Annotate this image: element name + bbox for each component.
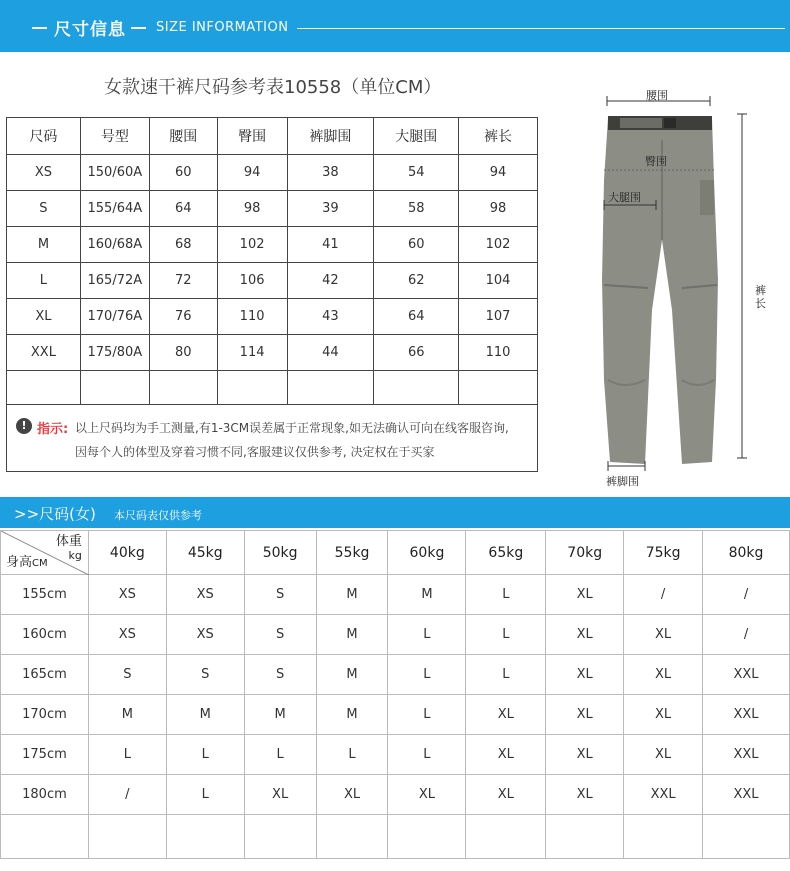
table-cell xyxy=(166,815,244,859)
table-cell: S xyxy=(7,191,81,227)
size-cell: / xyxy=(703,615,790,655)
info-icon: ! xyxy=(16,418,32,434)
size-cell: XS xyxy=(88,615,166,655)
weight-header: 65kg xyxy=(466,531,546,575)
table-cell xyxy=(1,815,89,859)
size-cell: XXL xyxy=(703,655,790,695)
table-row xyxy=(7,335,538,371)
note-line-2: 因每个人的体型及穿着习惯不同,客服建议仅供参考, 决定权在于买家 xyxy=(75,445,435,459)
size-cell: XXL xyxy=(624,775,703,815)
length-label: 裤长 xyxy=(755,284,766,310)
weight-header: 75kg xyxy=(624,531,703,575)
table-cell: 58 xyxy=(374,191,459,227)
weight-unit: kg xyxy=(68,549,82,562)
table-cell: 165/72A xyxy=(80,263,149,299)
table-cell: 76 xyxy=(149,299,217,335)
weight-header: 45kg xyxy=(166,531,244,575)
size-cell: XL xyxy=(624,735,703,775)
size-cell: L xyxy=(466,655,546,695)
size-cell: XL xyxy=(466,735,546,775)
size-cell: M xyxy=(88,695,166,735)
size-cell: M xyxy=(316,575,388,615)
recommend-title: >>尺码(女) xyxy=(14,505,96,523)
table-cell: 41 xyxy=(287,227,374,263)
table-cell xyxy=(316,815,388,859)
size-info-banner xyxy=(0,0,790,52)
size-cell: XL xyxy=(466,775,546,815)
table-row xyxy=(1,695,790,735)
table-cell: 60 xyxy=(149,155,217,191)
table-cell: 38 xyxy=(287,155,374,191)
table-cell: 160/68A xyxy=(80,227,149,263)
table-cell: 175/80A xyxy=(80,335,149,371)
size-cell: L xyxy=(166,735,244,775)
table-cell xyxy=(703,815,790,859)
table-cell: 98 xyxy=(459,191,538,227)
table-cell: 42 xyxy=(287,263,374,299)
thigh-label: 大腿围 xyxy=(608,191,641,204)
size-measurement-table xyxy=(6,117,538,405)
size-cell: XL xyxy=(546,575,624,615)
size-note xyxy=(6,405,538,472)
size-cell: XL xyxy=(624,615,703,655)
hip-label: 臀围 xyxy=(645,155,667,168)
size-cell: M xyxy=(316,655,388,695)
table-cell: 72 xyxy=(149,263,217,299)
table-cell: 54 xyxy=(374,155,459,191)
column-header: 号型 xyxy=(80,118,149,155)
size-cell: XL xyxy=(546,615,624,655)
table-cell: 102 xyxy=(459,227,538,263)
waist-label: 腰围 xyxy=(646,89,668,102)
table-cell: 94 xyxy=(217,155,287,191)
height-cell: 180cm xyxy=(1,775,89,815)
column-header: 大腿围 xyxy=(374,118,459,155)
empty-row xyxy=(1,815,790,859)
table-cell: 110 xyxy=(217,299,287,335)
table-cell xyxy=(287,371,374,405)
size-cell: L xyxy=(466,615,546,655)
table-cell: XXL xyxy=(7,335,81,371)
table-cell: 170/76A xyxy=(80,299,149,335)
weight-header: 60kg xyxy=(388,531,466,575)
size-cell: S xyxy=(166,655,244,695)
table-cell: L xyxy=(7,263,81,299)
column-header: 裤脚围 xyxy=(287,118,374,155)
table-cell: 64 xyxy=(374,299,459,335)
table-row xyxy=(1,615,790,655)
size-cell: L xyxy=(388,615,466,655)
height-cell: 155cm xyxy=(1,575,89,615)
size-cell: L xyxy=(388,695,466,735)
size-cell: M xyxy=(316,695,388,735)
size-cell: XXL xyxy=(703,695,790,735)
column-header: 尺码 xyxy=(7,118,81,155)
table-row xyxy=(1,575,790,615)
table-cell xyxy=(80,371,149,405)
size-cell: S xyxy=(244,655,316,695)
table-row xyxy=(1,735,790,775)
size-cell: XL xyxy=(624,695,703,735)
size-cell: XL xyxy=(466,695,546,735)
size-cell: XL xyxy=(546,655,624,695)
table-cell: 68 xyxy=(149,227,217,263)
column-header: 臀围 xyxy=(217,118,287,155)
height-cell: 165cm xyxy=(1,655,89,695)
table-row xyxy=(7,191,538,227)
note-label: 指示: xyxy=(37,422,69,437)
size-cell: XL xyxy=(244,775,316,815)
weight-header: 40kg xyxy=(88,531,166,575)
size-cell: XL xyxy=(624,655,703,695)
table-row xyxy=(7,299,538,335)
height-unit: CM xyxy=(32,558,48,569)
table-row xyxy=(1,655,790,695)
size-cell: L xyxy=(388,655,466,695)
table-cell xyxy=(244,815,316,859)
size-cell: S xyxy=(244,575,316,615)
table-cell: 43 xyxy=(287,299,374,335)
table-cell: XL xyxy=(7,299,81,335)
size-cell: XL xyxy=(546,735,624,775)
table-cell xyxy=(388,815,466,859)
table-cell: 60 xyxy=(374,227,459,263)
recommend-banner xyxy=(0,497,790,528)
size-cell: XL xyxy=(316,775,388,815)
table-cell: 80 xyxy=(149,335,217,371)
height-label: 身高 xyxy=(6,555,33,570)
table-cell: 107 xyxy=(459,299,538,335)
recommend-subtitle: 本尺码表仅供参考 xyxy=(114,509,202,522)
note-line-1: 以上尺码均为手工测量,有1-3CM误差属于正常现象,如无法确认可向在线客服咨询, xyxy=(75,421,509,435)
table-cell: 155/64A xyxy=(80,191,149,227)
size-cell: XXL xyxy=(703,775,790,815)
size-cell: XS xyxy=(166,615,244,655)
size-cell: XL xyxy=(388,775,466,815)
table-cell: 94 xyxy=(459,155,538,191)
weight-header: 80kg xyxy=(703,531,790,575)
height-cell: 160cm xyxy=(1,615,89,655)
empty-row xyxy=(7,371,538,405)
size-cell: M xyxy=(388,575,466,615)
table-row xyxy=(7,263,538,299)
banner-title-en: SIZE INFORMATION xyxy=(156,20,289,35)
corner-cell xyxy=(1,531,89,575)
size-cell: S xyxy=(88,655,166,695)
weight-header: 50kg xyxy=(244,531,316,575)
size-cell: XS xyxy=(88,575,166,615)
table-cell xyxy=(466,815,546,859)
table-cell: 106 xyxy=(217,263,287,299)
size-cell: M xyxy=(166,695,244,735)
table-cell xyxy=(546,815,624,859)
table-cell xyxy=(88,815,166,859)
table-cell: 66 xyxy=(374,335,459,371)
size-cell: XL xyxy=(546,775,624,815)
table-cell: 44 xyxy=(287,335,374,371)
table-cell xyxy=(374,371,459,405)
size-cell: M xyxy=(244,695,316,735)
table-cell xyxy=(149,371,217,405)
table-row xyxy=(7,155,538,191)
table-row xyxy=(1,775,790,815)
pants-diagram xyxy=(590,80,790,490)
table-cell: 39 xyxy=(287,191,374,227)
banner-dash-middle xyxy=(131,27,146,29)
table-cell: M xyxy=(7,227,81,263)
weight-header: 55kg xyxy=(316,531,388,575)
table-cell xyxy=(7,371,81,405)
table-cell: 62 xyxy=(374,263,459,299)
weight-label: 体重 xyxy=(55,534,82,549)
size-table-title: 女款速干裤尺码参考表10558（单位CM） xyxy=(104,77,442,98)
table-cell: XS xyxy=(7,155,81,191)
size-cell: / xyxy=(624,575,703,615)
size-cell: XXL xyxy=(703,735,790,775)
column-header: 裤长 xyxy=(459,118,538,155)
column-header: 腰围 xyxy=(149,118,217,155)
size-cell: XL xyxy=(546,695,624,735)
table-row xyxy=(7,227,538,263)
weight-header: 70kg xyxy=(546,531,624,575)
table-cell: 114 xyxy=(217,335,287,371)
table-cell: 64 xyxy=(149,191,217,227)
recommend-header-row xyxy=(1,531,790,575)
table-cell: 110 xyxy=(459,335,538,371)
size-cell: S xyxy=(244,615,316,655)
size-cell: L xyxy=(316,735,388,775)
size-cell: / xyxy=(88,775,166,815)
table-cell: 150/60A xyxy=(80,155,149,191)
height-cell: 175cm xyxy=(1,735,89,775)
table-cell: 104 xyxy=(459,263,538,299)
size-table-header xyxy=(7,118,538,155)
table-cell xyxy=(624,815,703,859)
size-cell: L xyxy=(166,775,244,815)
size-cell: XS xyxy=(166,575,244,615)
table-cell: 102 xyxy=(217,227,287,263)
size-cell: L xyxy=(88,735,166,775)
banner-title-cn: 尺寸信息 xyxy=(54,20,126,40)
size-cell: / xyxy=(703,575,790,615)
size-cell: M xyxy=(316,615,388,655)
banner-dash-left xyxy=(32,27,47,29)
table-cell: 98 xyxy=(217,191,287,227)
table-cell xyxy=(459,371,538,405)
size-cell: L xyxy=(244,735,316,775)
hem-label: 裤脚围 xyxy=(606,475,639,488)
size-cell: L xyxy=(466,575,546,615)
size-cell: L xyxy=(388,735,466,775)
height-cell: 170cm xyxy=(1,695,89,735)
size-recommend-table xyxy=(0,530,790,859)
table-cell xyxy=(217,371,287,405)
banner-line xyxy=(297,28,785,29)
